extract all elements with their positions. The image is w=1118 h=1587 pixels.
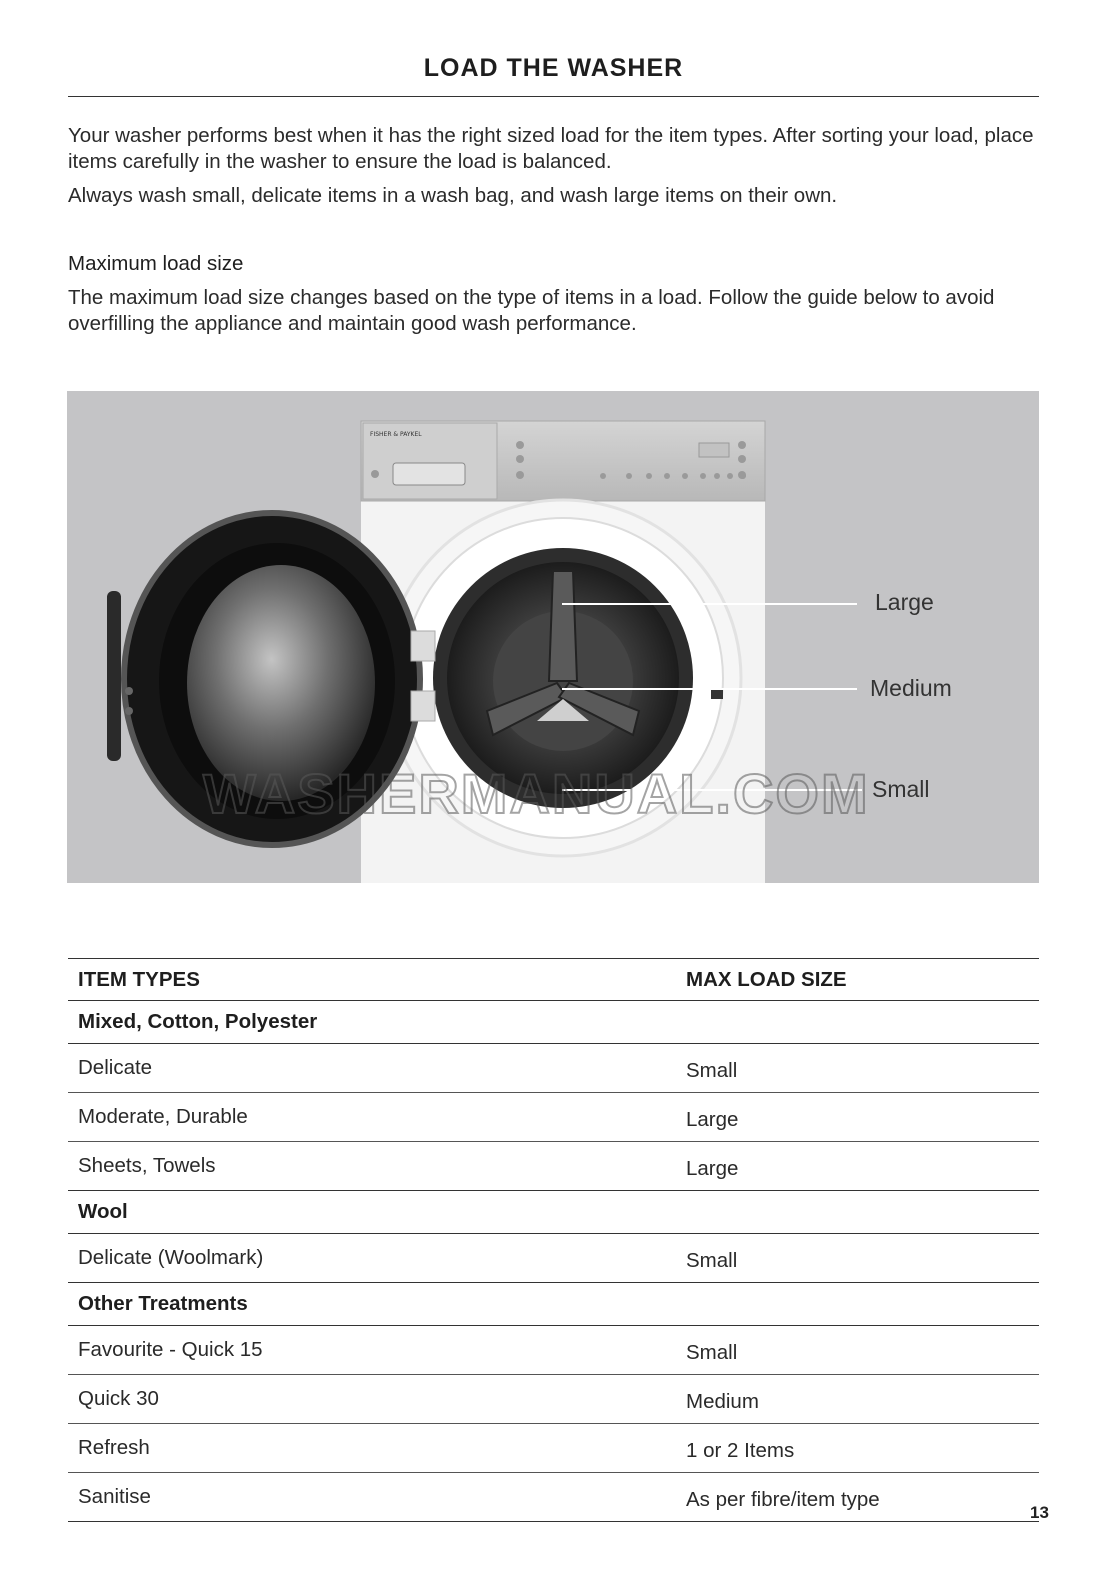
table-group-row [68, 1283, 1039, 1326]
group-name: Other Treatments [68, 1283, 668, 1326]
table-row [68, 1142, 1039, 1191]
item-type: Sanitise [68, 1473, 668, 1522]
header-item-types: ITEM TYPES [68, 958, 668, 1001]
table-header-row [68, 958, 1039, 1001]
item-type: Delicate [68, 1044, 668, 1093]
intro-note: Always wash small, delicate items in a wash bag, and wash large items on their own. [68, 184, 838, 207]
table-row [68, 1326, 1039, 1375]
large-callout-label: Large [875, 589, 934, 615]
max-load-size: Large [676, 1142, 1039, 1191]
page-title: LOAD THE WASHER [423, 54, 684, 82]
header-max-load: MAX LOAD SIZE [676, 958, 1039, 1001]
intro-paragraph: Your washer performs best when it has the right sized load for the item types. After sorting your load, place items carefully in the washer to ensure the load is balanced. [68, 124, 1034, 173]
group-name: Wool [68, 1191, 668, 1234]
max-load-size: Small [676, 1044, 1039, 1093]
detergent-drawer [393, 463, 465, 485]
medium-callout-label: Medium [870, 675, 952, 701]
table-group-row [68, 1001, 1039, 1044]
table-row [68, 1375, 1039, 1424]
max-load-size: Small [676, 1234, 1039, 1283]
item-type: Favourite - Quick 15 [68, 1326, 668, 1375]
table-row [68, 1473, 1039, 1522]
section-paragraph: The maximum load size changes based on the type of items in a load. Follow the guide below to avoid overfilling the appliance and maintain good wash performance. [68, 286, 995, 335]
item-type: Refresh [68, 1424, 668, 1473]
max-load-size: As per fibre/item type [676, 1473, 1039, 1522]
table-row [68, 1424, 1039, 1473]
max-load-size: Large [676, 1093, 1039, 1142]
medium-callout-line [562, 688, 857, 690]
title-divider [68, 96, 1039, 97]
large-callout-line [562, 603, 857, 605]
page-number: 13 [1030, 1503, 1049, 1522]
table-group-row [68, 1191, 1039, 1234]
item-type: Quick 30 [68, 1375, 668, 1424]
watermark: WASHERMANUAL.COM [203, 762, 870, 825]
item-type: Sheets, Towels [68, 1142, 668, 1191]
table-row [68, 1044, 1039, 1093]
group-name: Mixed, Cotton, Polyester [68, 1001, 668, 1044]
load-size-table [68, 958, 1039, 1522]
washer-figure [67, 391, 1039, 883]
item-type: Delicate (Woolmark) [68, 1234, 668, 1283]
table-row [68, 1234, 1039, 1283]
max-load-size: Medium [676, 1375, 1039, 1424]
max-load-size: 1 or 2 Items [676, 1424, 1039, 1473]
brand-label: FISHER & PAYKEL [370, 431, 422, 438]
section-heading: Maximum load size [68, 252, 244, 275]
table-row [68, 1093, 1039, 1142]
item-type: Moderate, Durable [68, 1093, 668, 1142]
small-callout-label: Small [872, 776, 930, 802]
max-load-size: Small [676, 1326, 1039, 1375]
